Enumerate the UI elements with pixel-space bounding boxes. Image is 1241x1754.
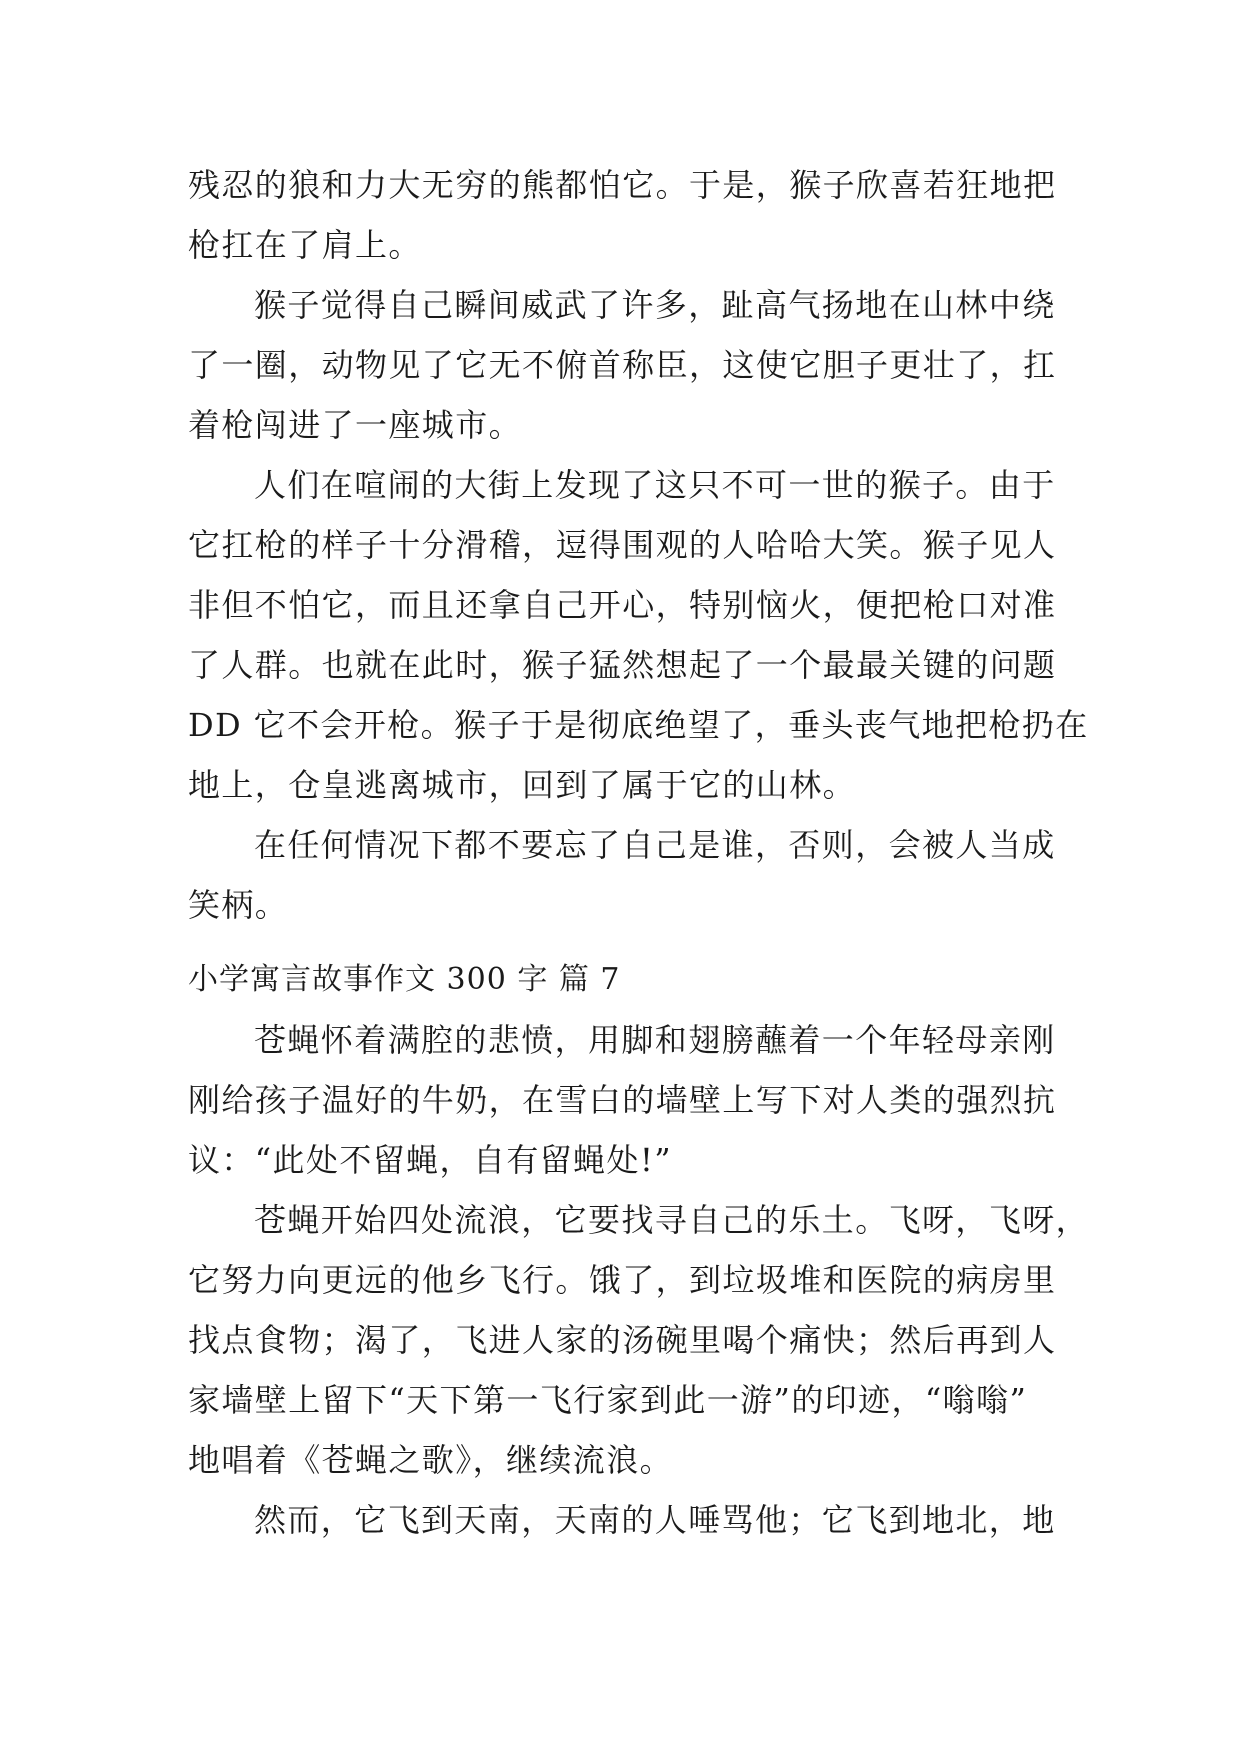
text-line: 人们在喧闹的大街上发现了这只不可一世的猴子。由于: [254, 466, 1056, 504]
section-heading: 小学寓言故事作文 300 字 篇 7: [188, 962, 621, 997]
text-line: 地上，仓皇逃离城市，回到了属于它的山林。: [188, 766, 857, 804]
text-line: 刚给孩子温好的牛奶，在雪白的墙壁上写下对人类的强烈抗: [188, 1081, 1057, 1119]
text-line: 了人群。也就在此时，猴子猛然想起了一个最最关键的问题: [188, 646, 1057, 684]
text-line: 笑柄。: [188, 886, 289, 924]
text-line: 在任何情况下都不要忘了自己是谁，否则，会被人当成: [254, 826, 1056, 864]
text-line: 猴子觉得自己瞬间威武了许多，趾高气扬地在山林中绕: [254, 286, 1056, 324]
text-line: DD 它不会开枪。猴子于是彻底绝望了，垂头丧气地把枪扔在: [188, 706, 1089, 744]
text-line: 了一圈，动物见了它无不俯首称臣，这使它胆子更壮了，扛: [188, 346, 1057, 384]
text-line: 苍蝇开始四处流浪，它要找寻自己的乐土。飞呀，飞呀，: [254, 1201, 1090, 1239]
text-line: 它努力向更远的他乡飞行。饿了，到垃圾堆和医院的病房里: [188, 1261, 1057, 1299]
text-line: 苍蝇怀着满腔的悲愤，用脚和翅膀蘸着一个年轻母亲刚: [254, 1021, 1056, 1059]
text-line: 家墙壁上留下“天下第一飞行家到此一游”的印迹，“嗡嗡”: [188, 1381, 1028, 1419]
text-line: 非但不怕它，而且还拿自己开心，特别恼火，便把枪口对准: [188, 586, 1057, 624]
text-line: 议：“此处不留蝇，自有留蝇处!”: [188, 1141, 672, 1179]
text-line: 然而，它飞到天南，天南的人唾骂他；它飞到地北，地: [254, 1501, 1056, 1539]
text-line: 着枪闯进了一座城市。: [188, 406, 523, 444]
text-line: 地唱着《苍蝇之歌》，继续流浪。: [188, 1441, 674, 1479]
story-text-section-7: [188, 1010, 1090, 1550]
text-line: 它扛枪的样子十分滑稽，逗得围观的人哈哈大笑。猴子见人: [188, 526, 1057, 564]
text-line: 枪扛在了肩上。: [188, 226, 422, 264]
text-line: 残忍的狼和力大无穷的熊都怕它。于是，猴子欣喜若狂地把: [188, 166, 1057, 204]
story-text-continued: [188, 155, 1089, 935]
text-line: 找点食物；渴了，飞进人家的汤碗里喝个痛快；然后再到人: [188, 1321, 1057, 1359]
